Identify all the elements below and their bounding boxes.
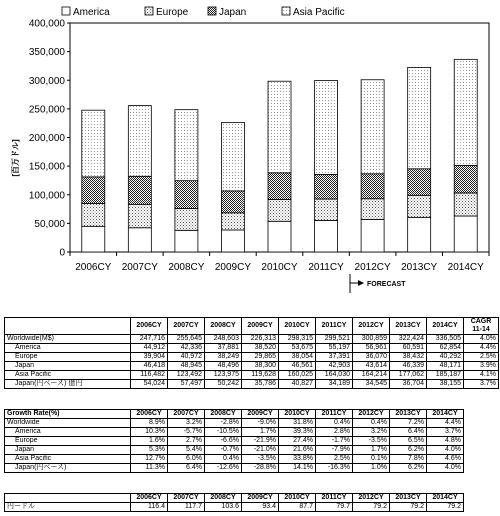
table-row	[5, 464, 464, 473]
bar-segment-japan	[408, 169, 431, 196]
column-header: 2014CY	[427, 318, 464, 335]
table-cell: -28.8%	[242, 464, 279, 473]
table-row	[5, 344, 499, 353]
table-cell: 3.2%	[168, 419, 205, 428]
column-header: 2009CY	[242, 318, 279, 335]
legend-swatch	[145, 7, 153, 15]
table-cell: 3.2%	[353, 428, 390, 437]
bar-segment-america	[128, 228, 151, 252]
column-header: 2007CY	[168, 318, 205, 335]
table-cell: 37,391	[316, 353, 353, 362]
table-cell: 4.4%	[464, 344, 499, 353]
table-cell: 38,054	[279, 353, 316, 362]
table-cell: 300,859	[353, 335, 390, 344]
legend-label: America	[73, 7, 110, 18]
table-cell: 29,865	[242, 353, 279, 362]
bar-segment-europe	[315, 199, 338, 220]
column-header: 2008CY	[205, 410, 242, 419]
table-cell: 42,903	[316, 362, 353, 371]
table-cell: 322,424	[390, 335, 427, 344]
table-cell: 43,614	[353, 362, 390, 371]
table-cell: 40,827	[279, 380, 316, 389]
table-cell: 1.6%	[131, 437, 168, 446]
table-row	[5, 428, 464, 437]
bar-segment-europe	[175, 208, 198, 230]
forecast-arrow-icon	[358, 280, 364, 286]
table-cell: 3.9%	[464, 362, 499, 371]
table-corner-label	[5, 318, 131, 335]
column-header: 2011CY	[316, 318, 353, 335]
table-cell: 4.1%	[464, 371, 499, 380]
bar-segment-asia-pacific	[221, 122, 244, 190]
column-header: 2010CY	[279, 494, 316, 503]
table-cell: 4.8%	[427, 437, 464, 446]
table-cell: 40,972	[168, 353, 205, 362]
table-cell: 56,961	[353, 344, 390, 353]
bar-segment-asia-pacific	[315, 81, 338, 175]
table-cell: 6.2%	[390, 464, 427, 473]
table-row	[5, 437, 464, 446]
table-cell: 177,062	[390, 371, 427, 380]
bar-segment-asia-pacific	[175, 110, 198, 181]
row-label: Japan	[5, 362, 131, 371]
table-row	[5, 380, 499, 389]
exchange-rate-table	[4, 493, 464, 512]
table-cell: 0.4%	[205, 455, 242, 464]
table-cell: 50,242	[205, 380, 242, 389]
table-cell: 79.2	[427, 503, 464, 512]
table-cell: 164,030	[316, 371, 353, 380]
column-header: 2010CY	[279, 318, 316, 335]
legend-label: Asia Pacific	[293, 7, 345, 18]
table-cell: 7.2%	[390, 419, 427, 428]
bar-segment-asia-pacific	[128, 106, 151, 177]
table-cell: 48,171	[427, 362, 464, 371]
table-corner-label: Growth Rate(%)	[5, 410, 131, 419]
column-header: 2007CY	[168, 410, 205, 419]
bar-segment-asia-pacific	[268, 81, 291, 173]
legend-swatch	[208, 7, 216, 15]
table-row	[5, 371, 499, 380]
x-tick-label: 2006CY	[75, 262, 112, 273]
x-tick-label: 2007CY	[121, 262, 158, 273]
revenue-table	[4, 317, 499, 389]
y-axis-label: [百万ドル]	[11, 139, 20, 177]
table-cell: 93.4	[242, 503, 279, 512]
table-cell: 247,716	[131, 335, 168, 344]
table-cell: -12.6%	[205, 464, 242, 473]
table-cell: 46,418	[131, 362, 168, 371]
table-cell: 40,292	[427, 353, 464, 362]
table-cell: 34,189	[316, 380, 353, 389]
table-cell: 55,197	[316, 344, 353, 353]
table-cell: -7.9%	[316, 446, 353, 455]
row-label: Japan(円ベース) 億円	[5, 380, 131, 389]
table-cell: 1.7%	[242, 428, 279, 437]
table-cell: 79.2	[353, 503, 390, 512]
table-cell: 4.0%	[427, 464, 464, 473]
row-label: Worldwide	[5, 419, 131, 428]
column-header: 2007CY	[168, 494, 205, 503]
table-cell: 8.9%	[131, 419, 168, 428]
bar-segment-europe	[82, 203, 105, 226]
y-tick-label: 200,000	[28, 133, 65, 144]
table-cell: 79.7	[316, 503, 353, 512]
table-cell: 3.7%	[464, 380, 499, 389]
column-header: 2008CY	[205, 318, 242, 335]
x-tick-label: 2012CY	[354, 262, 391, 273]
table-cell: 103.6	[205, 503, 242, 512]
column-header: 2009CY	[242, 494, 279, 503]
table-cell: 36,704	[390, 380, 427, 389]
table-cell: -3.5%	[353, 437, 390, 446]
table-cell: 160,025	[279, 371, 316, 380]
table-cell: 4.0%	[427, 446, 464, 455]
table-cell: 2.7%	[168, 437, 205, 446]
row-label: Europe	[5, 353, 131, 362]
table-cell: 37,881	[205, 344, 242, 353]
bar-segment-europe	[408, 195, 431, 217]
table-cell: 5.4%	[168, 446, 205, 455]
y-tick-label: 100,000	[28, 190, 65, 202]
column-header: 2014CY	[427, 410, 464, 419]
legend-label: Japan	[219, 7, 247, 18]
y-tick-label: 150,000	[28, 161, 65, 173]
table-row	[5, 353, 499, 362]
table-cell: -21.0%	[242, 446, 279, 455]
table-cell: 0.4%	[316, 419, 353, 428]
column-header: 2012CY	[353, 494, 390, 503]
table-cell: 34,545	[353, 380, 390, 389]
table-cell: 54,024	[131, 380, 168, 389]
bar-segment-america	[268, 221, 291, 252]
table-cell: 39,904	[131, 353, 168, 362]
legend-swatch	[62, 7, 70, 15]
table-corner-label	[5, 494, 131, 503]
table-cell: 185,187	[427, 371, 464, 380]
x-tick-label: 2013CY	[401, 262, 438, 273]
y-tick-label: 400,000	[28, 18, 65, 30]
bar-segment-japan	[454, 165, 477, 193]
bar-segment-america	[175, 230, 198, 252]
table-cell: 39.3%	[279, 428, 316, 437]
y-tick-label: 250,000	[28, 104, 65, 116]
table-cell: 46,561	[279, 362, 316, 371]
forecast-label: FORECAST	[367, 281, 406, 288]
y-tick-label: 350,000	[28, 47, 65, 59]
row-label: America	[5, 344, 131, 353]
table-cell: 6.0%	[168, 455, 205, 464]
table-cell: 117.7	[168, 503, 205, 512]
table-cell: 5.3%	[131, 446, 168, 455]
table-cell: 336,505	[427, 335, 464, 344]
table-cell: 248,603	[205, 335, 242, 344]
bar-segment-asia-pacific	[408, 67, 431, 168]
bars	[82, 59, 477, 252]
y-tick-label: 0	[59, 247, 65, 259]
table-cell: 48,945	[168, 362, 205, 371]
table-cell: -10.5%	[205, 428, 242, 437]
table-cell: 299,521	[316, 335, 353, 344]
table-cell: -16.3%	[316, 464, 353, 473]
table-cell: 46,339	[390, 362, 427, 371]
table-cell: 119,628	[242, 371, 279, 380]
bar-segment-japan	[268, 173, 291, 200]
table-cell: -2.8%	[205, 419, 242, 428]
bar-segment-europe	[128, 204, 151, 227]
bar-segment-japan	[175, 181, 198, 209]
x-tick-label: 2014CY	[447, 262, 484, 273]
bar-segment-europe	[268, 199, 291, 221]
bar-segment-america	[315, 220, 338, 252]
table-cell: 79.2	[390, 503, 427, 512]
table-row	[5, 362, 499, 371]
table-cell: 53,675	[279, 344, 316, 353]
table-cell: 48,496	[205, 362, 242, 371]
table-cell: 14.1%	[279, 464, 316, 473]
column-header: 2011CY	[316, 410, 353, 419]
column-header: 2013CY	[390, 410, 427, 419]
table-cell: 6.4%	[390, 428, 427, 437]
table-cell: 35,786	[242, 380, 279, 389]
column-header: 2010CY	[279, 410, 316, 419]
column-header: 2013CY	[390, 318, 427, 335]
table-cell: 255,645	[168, 335, 205, 344]
table-cell: 226,313	[242, 335, 279, 344]
column-header: 2013CY	[390, 494, 427, 503]
table-cell: 4.4%	[427, 419, 464, 428]
table-cell: 38,520	[242, 344, 279, 353]
y-tick-label: 50,000	[34, 218, 65, 230]
table-cell: 6.5%	[390, 437, 427, 446]
bar-segment-america	[82, 226, 105, 252]
table-row	[5, 446, 464, 455]
bar-segment-japan	[221, 191, 244, 213]
table-cell: 2.5%	[464, 353, 499, 362]
forecast-marker	[350, 274, 406, 293]
table-cell: 36,070	[353, 353, 390, 362]
table-cell: -1.7%	[316, 437, 353, 446]
row-label: Europe	[5, 437, 131, 446]
table-header-row	[5, 410, 464, 419]
row-label: Asia Pacific	[5, 371, 131, 380]
table-cell: 1.7%	[353, 446, 390, 455]
chart-legend	[62, 7, 345, 18]
row-label: Japan	[5, 446, 131, 455]
row-label: Worldwide(M$)	[5, 335, 131, 344]
table-cell: -21.9%	[242, 437, 279, 446]
row-label: 円ードル	[5, 503, 131, 512]
table-cell: 6.2%	[390, 446, 427, 455]
table-cell: 0.1%	[353, 455, 390, 464]
bar-segment-europe	[361, 199, 384, 220]
table-cell: 116.4	[131, 503, 168, 512]
table-cell: 27.4%	[279, 437, 316, 446]
column-header: 2014CY	[427, 494, 464, 503]
table-cell: 38,432	[390, 353, 427, 362]
column-header: 2006CY	[131, 494, 168, 503]
table-cell: 31.8%	[279, 419, 316, 428]
x-axis	[70, 252, 489, 273]
table-cell: -6.6%	[205, 437, 242, 446]
x-tick-label: 2008CY	[168, 262, 205, 273]
table-cell: 44,912	[131, 344, 168, 353]
bar-segment-america	[221, 230, 244, 252]
column-header: 2012CY	[353, 410, 390, 419]
column-header: 2011CY	[316, 494, 353, 503]
table-cell: 0.4%	[353, 419, 390, 428]
bar-segment-japan	[315, 174, 338, 199]
column-header: CAGR 11-14	[464, 318, 499, 335]
row-label: Japan(円ベース)	[5, 464, 131, 473]
table-cell: 57,497	[168, 380, 205, 389]
table-cell: 4.0%	[464, 335, 499, 344]
row-label: America	[5, 428, 131, 437]
column-header: 2006CY	[131, 318, 168, 335]
bar-segment-europe	[454, 193, 477, 216]
table-cell: 116,482	[131, 371, 168, 380]
table-cell: 12.7%	[131, 455, 168, 464]
bar-segment-europe	[221, 213, 244, 230]
legend-label: Europe	[156, 7, 189, 18]
table-cell: 2.5%	[316, 455, 353, 464]
table-cell: 21.6%	[279, 446, 316, 455]
bar-segment-japan	[82, 177, 105, 204]
table-cell: 42,336	[168, 344, 205, 353]
column-header: 2009CY	[242, 410, 279, 419]
bar-segment-japan	[361, 174, 384, 199]
table-header-row	[5, 494, 464, 503]
bar-segment-america	[454, 216, 477, 252]
table-cell: 6.4%	[168, 464, 205, 473]
table-cell: 62,854	[427, 344, 464, 353]
table-cell: 60,591	[390, 344, 427, 353]
table-cell: 11.3%	[131, 464, 168, 473]
table-cell: 1.0%	[353, 464, 390, 473]
table-cell: 4.6%	[427, 455, 464, 464]
table-row	[5, 503, 464, 512]
table-cell: 38,155	[427, 380, 464, 389]
row-label: Asia Pacific	[5, 455, 131, 464]
table-row	[5, 335, 499, 344]
table-cell: 298,315	[279, 335, 316, 344]
table-cell: 7.8%	[390, 455, 427, 464]
table-cell: -9.0%	[242, 419, 279, 428]
table-row	[5, 419, 464, 428]
table-cell: 38,249	[205, 353, 242, 362]
bar-segment-asia-pacific	[361, 80, 384, 174]
table-cell: 38,300	[242, 362, 279, 371]
table-row	[5, 455, 464, 464]
column-header: 2008CY	[205, 494, 242, 503]
table-cell: 123,975	[205, 371, 242, 380]
table-cell: 3.7%	[427, 428, 464, 437]
x-tick-label: 2010CY	[261, 262, 298, 273]
bar-segment-japan	[128, 176, 151, 204]
y-tick-label: 300,000	[28, 75, 65, 87]
table-cell: 123,492	[168, 371, 205, 380]
x-tick-label: 2011CY	[308, 262, 344, 273]
table-cell: 10.3%	[131, 428, 168, 437]
table-cell: 164,214	[353, 371, 390, 380]
bar-segment-asia-pacific	[454, 59, 477, 165]
bar-segment-asia-pacific	[82, 110, 105, 177]
bar-segment-america	[408, 217, 431, 252]
bar-segment-america	[361, 219, 384, 252]
x-tick-label: 2009CY	[214, 262, 252, 273]
table-cell: 33.8%	[279, 455, 316, 464]
table-cell: -3.5%	[242, 455, 279, 464]
column-header: 2006CY	[131, 410, 168, 419]
table-header-row	[5, 318, 499, 335]
growth-rate-table	[4, 409, 464, 473]
table-cell: 2.8%	[316, 428, 353, 437]
legend-swatch	[282, 7, 290, 15]
column-header: 2012CY	[353, 318, 390, 335]
table-cell: 87.7	[279, 503, 316, 512]
table-cell: -0.7%	[205, 446, 242, 455]
table-cell: -5.7%	[168, 428, 205, 437]
